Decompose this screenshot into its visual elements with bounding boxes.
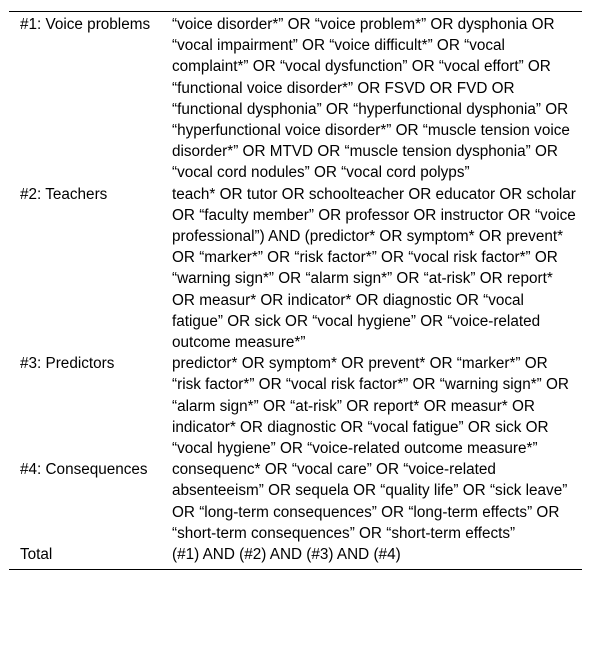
search-strategy-table — [9, 11, 582, 570]
row-term-voice-problems: #1: Voice problems — [20, 16, 151, 33]
table-row-voice-problems — [9, 12, 582, 184]
row-term-predictors: #3: Predictors — [20, 355, 115, 373]
table-row-teachers — [9, 184, 582, 354]
table-row-predictors — [9, 353, 582, 459]
row-term-teachers: #2: Teachers — [20, 185, 108, 203]
table-row-total — [9, 544, 582, 569]
row-term-total: Total — [20, 546, 53, 564]
row-query-voice-problems: “voice disorder*” OR “voice problem*” OR dysphonia OR “vocal impairment” OR “voice difficult*” OR “vocal complaint*” OR “vocal dysfunction” OR “vocal effort” OR “functional voice disorder*” OR FSVD OR FVD OR “functional dysphonia” OR “hyperfunctional dysphonia” OR “hyperfunctional voice disorder*” OR “muscle tension voice disorder*” OR MTVD OR “muscle tension dysphonia” OR “vocal cord nodules” OR “vocal cord polyps” — [172, 16, 570, 182]
search-terms-table — [9, 12, 582, 569]
row-query-total: (#1) AND (#2) AND (#3) AND (#4) — [172, 546, 401, 564]
row-query-predictors: predictor* OR symptom* OR prevent* OR “marker*” OR “risk factor*” OR “vocal risk factor*” OR “warning sign*” OR “alarm sign*” OR “at-risk” OR report* OR measur* OR indicator* OR diagnostic OR “vocal fatigue” OR sick OR “vocal hygiene” OR “voice-related outcome measure*” — [172, 355, 569, 458]
row-query-consequences: consequenc* OR “vocal care” OR “voice-related absenteeism” OR sequela OR “quality life” OR “sick leave” OR “long-term consequences” OR “long-term effects” OR “short-term consequences” OR “short-term effects” — [172, 461, 568, 542]
table-row-consequences — [9, 459, 582, 544]
row-term-consequences: #4: Consequences — [20, 461, 148, 479]
row-query-teachers: teach* OR tutor OR schoolteacher OR educator OR scholar OR “faculty member” OR professor OR instructor OR “voice professional”) AND (predictor* OR symptom* OR prevent* OR “marker*” OR “risk factor*” OR “vocal risk factor*” OR “warning sign*” OR “alarm sign*” OR “at-risk” OR report* OR measur* OR indicator* OR diagnostic OR “vocal fatigue” OR sick OR “vocal hygiene” OR “voice-related outcome measure*” — [172, 185, 576, 352]
